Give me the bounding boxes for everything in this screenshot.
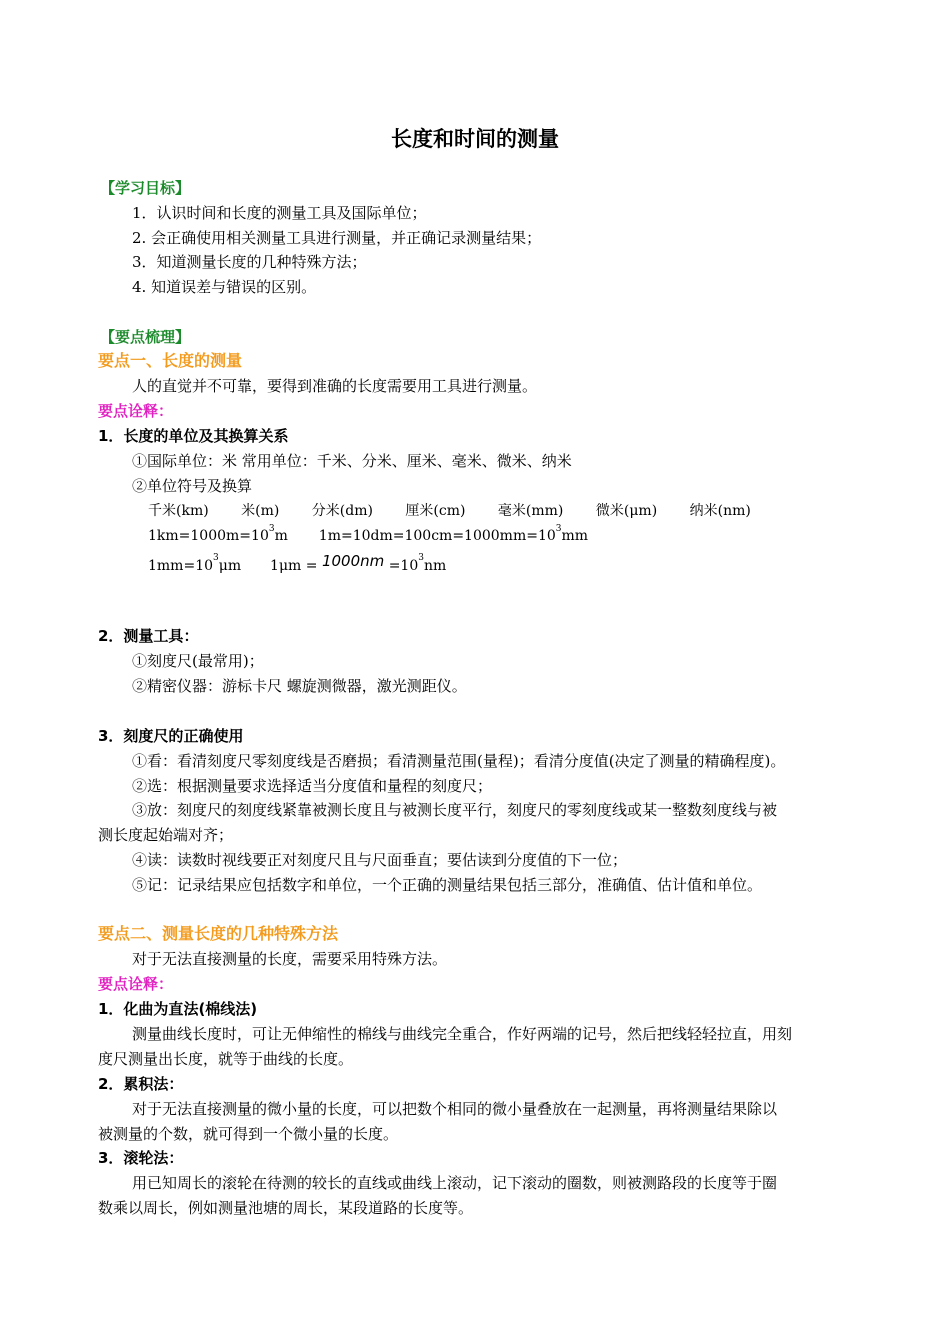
point1-note-label: 要点诠释：: [98, 402, 174, 420]
conv-text: nm: [423, 558, 447, 574]
method1-text: 测量曲线长度时，可让无伸缩性的棉线与曲线完全重合，作好两端的记号，然后把线轻轻拉直，用刻: [132, 1025, 793, 1043]
conv-text: 1m=10dm=100cm=1000mm=10: [318, 528, 556, 544]
method1-text: 度尺测量出长度，就等于曲线的长度。: [98, 1050, 354, 1068]
conv-text: m: [274, 528, 288, 544]
unit-symbols-row: [148, 501, 751, 521]
unit-km: 千米(km): [148, 503, 209, 519]
ruler-step: ⑤记：记录结果应包括数字和单位，一个正确的测量结果包括三部分，准确值、估计值和单位。: [132, 876, 763, 894]
summary-heading: 【要点梳理】: [100, 328, 191, 346]
conv-text: mm: [561, 528, 589, 544]
point2-intro: 对于无法直接测量的长度，需要采用特殊方法。: [132, 950, 448, 968]
method2-text: 被测量的个数，就可得到一个微小量的长度。: [98, 1125, 399, 1143]
conversion-line-1: [148, 526, 588, 546]
conv-text: μm: [218, 558, 242, 574]
method3-text: 用已知周长的滚轮在待测的较长的直线或曲线上滚动，记下滚动的圈数，则被测路段的长度等于圈: [132, 1174, 778, 1192]
goal-item: 4. 知道误差与错误的区别。: [132, 278, 317, 296]
exponent: 3: [418, 553, 424, 563]
conv-text: =10: [388, 558, 419, 574]
unit-m: 米(m): [241, 503, 280, 519]
goals-heading: 【学习目标】: [100, 179, 191, 197]
ruler-step: ①看：看清刻度尺零刻度线是否磨损；看清测量范围(量程)；看清分度值(决定了测量的精确程度)。: [132, 752, 786, 770]
units-symbols-label: ②单位符号及换算: [132, 477, 253, 495]
method2-text: 对于无法直接测量的微小量的长度，可以把数个相同的微小量叠放在一起测量，再将测量结果除以: [132, 1100, 778, 1118]
ruler-step: ②选：根据测量要求选择适当分度值和量程的刻度尺；: [132, 777, 493, 795]
unit-cm: 厘米(cm): [405, 503, 466, 519]
point1-heading: 要点一、长度的测量: [98, 351, 243, 370]
unit-um: 微米(μm): [595, 503, 658, 519]
ruler-step-cont: 测长度起始端对齐；: [98, 826, 234, 844]
point1-intro: 人的直觉并不可靠，要得到准确的长度需要用工具进行测量。: [132, 377, 538, 395]
point2-heading: 要点二、测量长度的几种特殊方法: [98, 924, 339, 943]
point2-note-label: 要点诠释：: [98, 975, 174, 993]
ruler-step: ③放：刻度尺的刻度线紧靠被测长度且与被测长度平行，刻度尺的零刻度线或某一整数刻度线与被: [132, 801, 778, 819]
tools-item: ①刻度尺(最常用)；: [132, 652, 264, 670]
conversion-line-2: [148, 552, 447, 576]
units-international: ①国际单位：米 常用单位：千米、分米、厘米、毫米、微米、纳米: [132, 452, 572, 470]
section-tools-title: 2．测量工具：: [98, 627, 199, 645]
exponent: 3: [268, 524, 275, 534]
conv-text: 1μm =: [270, 558, 318, 574]
method1-title: 1．化曲为直法(棉线法): [98, 1000, 258, 1018]
page-title: 长度和时间的测量: [391, 127, 559, 151]
method3-text: 数乘以周长，例如测量池塘的周长，某段道路的长度等。: [98, 1199, 474, 1217]
method3-title: 3．滚轮法：: [98, 1149, 184, 1167]
unit-dm: 分米(dm): [311, 503, 373, 519]
exponent: 3: [555, 524, 562, 534]
section-units-title: 1．长度的单位及其换算关系: [98, 427, 289, 445]
section-ruler-title: 3．刻度尺的正确使用: [98, 727, 244, 745]
goal-item: 2. 会正确使用相关测量工具进行测量，并正确记录测量结果；: [132, 229, 542, 247]
exponent: 3: [213, 553, 219, 563]
method2-title: 2．累积法：: [98, 1075, 184, 1093]
goal-item: 1．认识时间和长度的测量工具及国际单位；: [132, 204, 427, 222]
unit-nm: 纳米(nm): [689, 503, 751, 519]
ruler-step: ④读：读数时视线要正对刻度尺且与尺面垂直；要估读到分度值的下一位；: [132, 851, 628, 869]
conv-text: 1km=1000m=10: [148, 528, 269, 544]
conv-text: 1mm=10: [148, 558, 214, 574]
goal-item: 3．知道测量长度的几种特殊方法；: [132, 253, 367, 271]
formula-fraction: 1000nm: [321, 552, 385, 570]
unit-mm: 毫米(mm): [497, 503, 564, 519]
tools-item: ②精密仪器：游标卡尺 螺旋测微器，激光测距仪。: [132, 677, 467, 695]
